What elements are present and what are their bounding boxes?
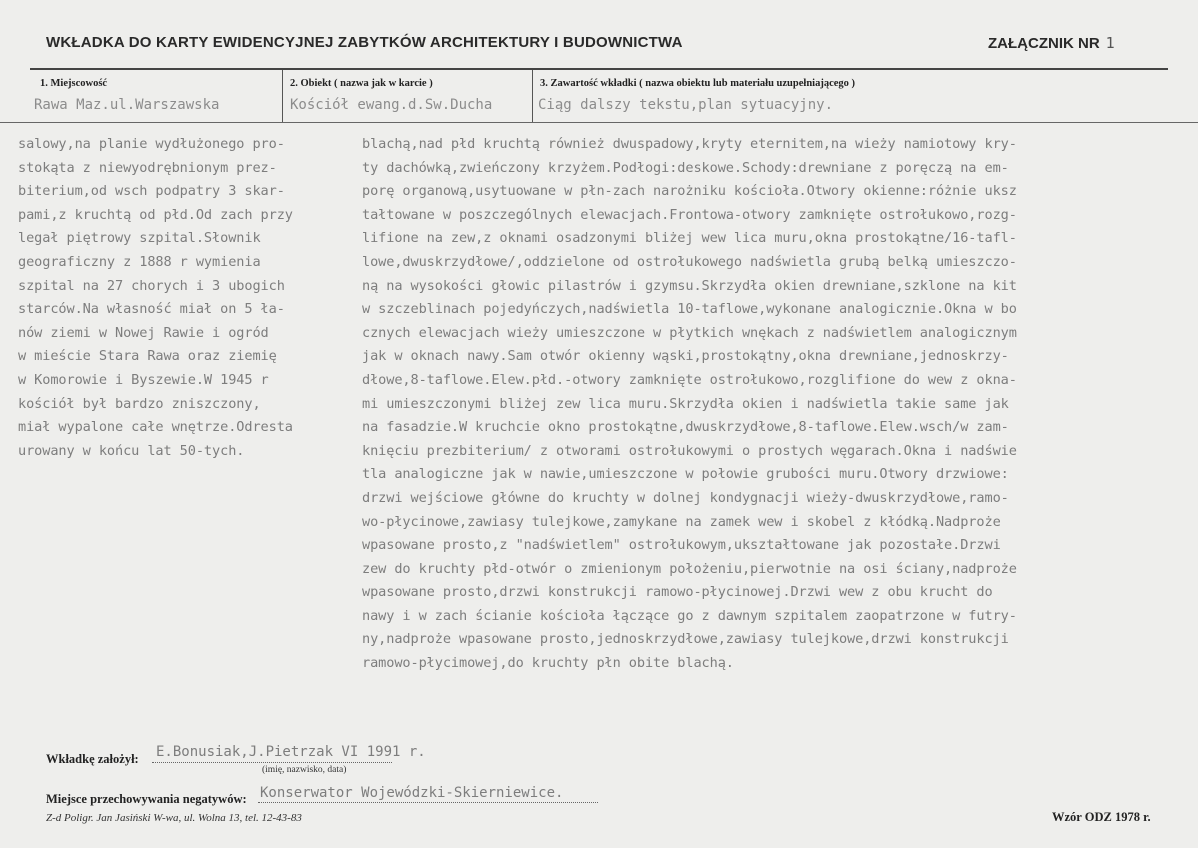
attachment-label-text: ZAŁĄCZNIK NR	[988, 35, 1100, 52]
header-rule	[30, 68, 1168, 70]
left-text-line: salowy,na planie wydłużonego pro-	[18, 136, 285, 152]
right-text-line: knięciu prezbiterium/ z otworami ostrołukowymi o prostych węgarach.Okna i nadświe	[362, 442, 1017, 459]
right-text-line: blachą,nad płd kruchtą również dwuspadowy,kryty eternitem,na wieży namiotowy kry-	[362, 136, 1017, 152]
right-text-column	[362, 133, 1017, 676]
founder-dotted-line	[152, 762, 392, 763]
right-text-line: lowe,dwuskrzydłowe/,oddzielone od ostrołukowego nadświetla grubą belką umieszczo-	[362, 253, 1017, 270]
right-text-line: na fasadzie.W kruchcie okno prostokątne,dwuskrzydłowe,8-taflowe.Elew.wsch/w zam-	[362, 419, 1009, 436]
storage-label: Miejsce przechowywania negatywów:	[46, 792, 247, 806]
attachment-number: 1	[1105, 34, 1115, 52]
founder-hint: (imię, nazwisko, data)	[262, 765, 347, 775]
left-text-line: starców.Na własność miał on 5 ła-	[18, 301, 285, 318]
founder-label: Wkładkę założył:	[46, 752, 139, 766]
field-label-location: 1. Miejscowość	[40, 78, 108, 89]
right-text-line: ną na wysokości głowic pilastrów i gzymsu.Skrzydła okien drewniane,szklone na kit	[362, 277, 1017, 294]
left-text-line: szpital na 27 chorych i 3 ubogich	[18, 277, 285, 294]
printer-imprint: Z-d Poligr. Jan Jasiński W-wa, ul. Wolna 13, tel. 12-43-83	[46, 812, 302, 824]
left-text-line: w Komorowie i Byszewie.W 1945 r	[18, 371, 269, 388]
fields-rule	[0, 122, 1198, 123]
field-label-object: 2. Obiekt ( nazwa jak w karcie )	[290, 78, 433, 89]
right-text-line: tla analogiczne jak w nawie,umieszczone w połowie grubości muru.Otwory drzwiowe:	[362, 466, 1009, 483]
field-divider-1	[282, 70, 283, 122]
right-text-line: ny,nadproże wpasowane prosto,jednoskrzydłowe,zawiasy tulejkowe,drzwi konstrukcji	[362, 631, 1009, 648]
right-text-line: wpasowane prosto,drzwi konstrukcji ramowo-płycinowej.Drzwi wew z obu krucht do	[362, 584, 993, 601]
storage-value: Konserwator Wojewódzki-Skierniewice.	[260, 785, 564, 801]
left-text-line: pami,z kruchtą od płd.Od zach przy	[18, 206, 293, 223]
right-text-line: ty dachówką,zwieńczony krzyżem.Podłogi:deskowe.Schody:drewniane z poręczą na em-	[362, 159, 1009, 176]
field-value-object: Kościół ewang.d.Sw.Ducha	[290, 97, 493, 113]
field-value-contents: Ciąg dalszy tekstu,plan sytuacyjny.	[538, 97, 834, 113]
right-text-line: ramowo-płycimowej,do kruchty płn obite blachą.	[362, 655, 734, 672]
form-pattern: Wzór ODZ 1978 r.	[1052, 810, 1151, 824]
left-text-column	[18, 133, 293, 463]
field-divider-2	[532, 70, 533, 122]
left-text-line: nów ziemi w Nowej Rawie i ogród	[18, 324, 269, 341]
right-text-line: cznych elewacjach wieży umieszczone w płytkich wnękach z nadświetlem analogicznym	[362, 324, 1017, 341]
storage-dotted-line	[258, 802, 598, 803]
left-text-line: w mieście Stara Rawa oraz ziemię	[18, 348, 277, 365]
right-text-line: zew do kruchty płd-otwór o zmienionym położeniu,pierwotnie na osi ściany,nadproże	[362, 560, 1017, 577]
right-text-line: w szczeblinach pojedyńczych,nadświetla 10-taflowe,wykonane analogicznie.Okna w bo	[362, 301, 1017, 318]
right-text-line: porę organową,usytuowane w płn-zach narożniku kościoła.Otwory okienne:różnie uksz	[362, 183, 1017, 200]
left-text-line: urowany w końcu lat 50-tych.	[18, 442, 245, 459]
right-text-line: drzwi wejściowe główne do kruchty w dolnej kondygnacji wieży-dwuskrzydłowe,ramo-	[362, 489, 1009, 506]
field-label-contents: 3. Zawartość wkładki ( nazwa obiektu lub materiału uzupełniającego )	[540, 78, 856, 89]
right-text-line: wpasowane prosto,z "nadświetlem" ostrołukowym,ukształtowane jak pozostałe.Drzwi	[362, 537, 1001, 554]
founder-value: E.Bonusiak,J.Pietrzak VI 1991 r.	[156, 744, 426, 760]
left-text-line: legał piętrowy szpital.Słownik	[18, 230, 261, 247]
right-text-line: mi umieszczonymi bliżej zew lica muru.Skrzydła okien i nadświetla takie same jak	[362, 395, 1009, 412]
card-title: WKŁADKA DO KARTY EWIDENCYJNEJ ZABYTKÓW ARCHITEKTURY I BUDOWNICTWA	[46, 34, 683, 51]
field-value-location: Rawa Maz.ul.Warszawska	[34, 97, 220, 113]
right-text-line: wo-płycinowe,zawiasy tulejkowe,zamykane na zamek wew i skobel z kłódką.Nadproże	[362, 513, 1001, 530]
left-text-line: geograficzny z 1888 r wymienia	[18, 253, 261, 270]
attachment-label	[988, 34, 1115, 52]
right-text-line: nawy i w zach ścianie kościoła łączące go z dawnym szpitalem zaopatrzone w futry-	[362, 607, 1017, 624]
left-text-line: stokąta z niewyodrębnionym prez-	[18, 159, 277, 176]
left-text-line: kościół był bardzo zniszczony,	[18, 395, 261, 412]
right-text-line: lifione na zew,z oknami osadzonymi bliżej wew lica muru,okna prostokątne/16-tafl-	[362, 230, 1017, 247]
right-text-line: tałtowane w poszczególnych elewacjach.Frontowa-otwory zamknięte ostrołukowo,rozg-	[362, 206, 1017, 223]
right-text-line: jak w oknach nawy.Sam otwór okienny wąski,prostokątny,okna drewniane,jednoskrzy-	[362, 348, 1009, 365]
left-text-line: biterium,od wsch podpatry 3 skar-	[18, 183, 285, 200]
left-text-line: miał wypalone całe wnętrze.Odresta	[18, 419, 293, 436]
right-text-line: dłowe,8-taflowe.Elew.płd.-otwory zamknięte ostrołukowo,rozglifione do wew z okna-	[362, 371, 1017, 388]
